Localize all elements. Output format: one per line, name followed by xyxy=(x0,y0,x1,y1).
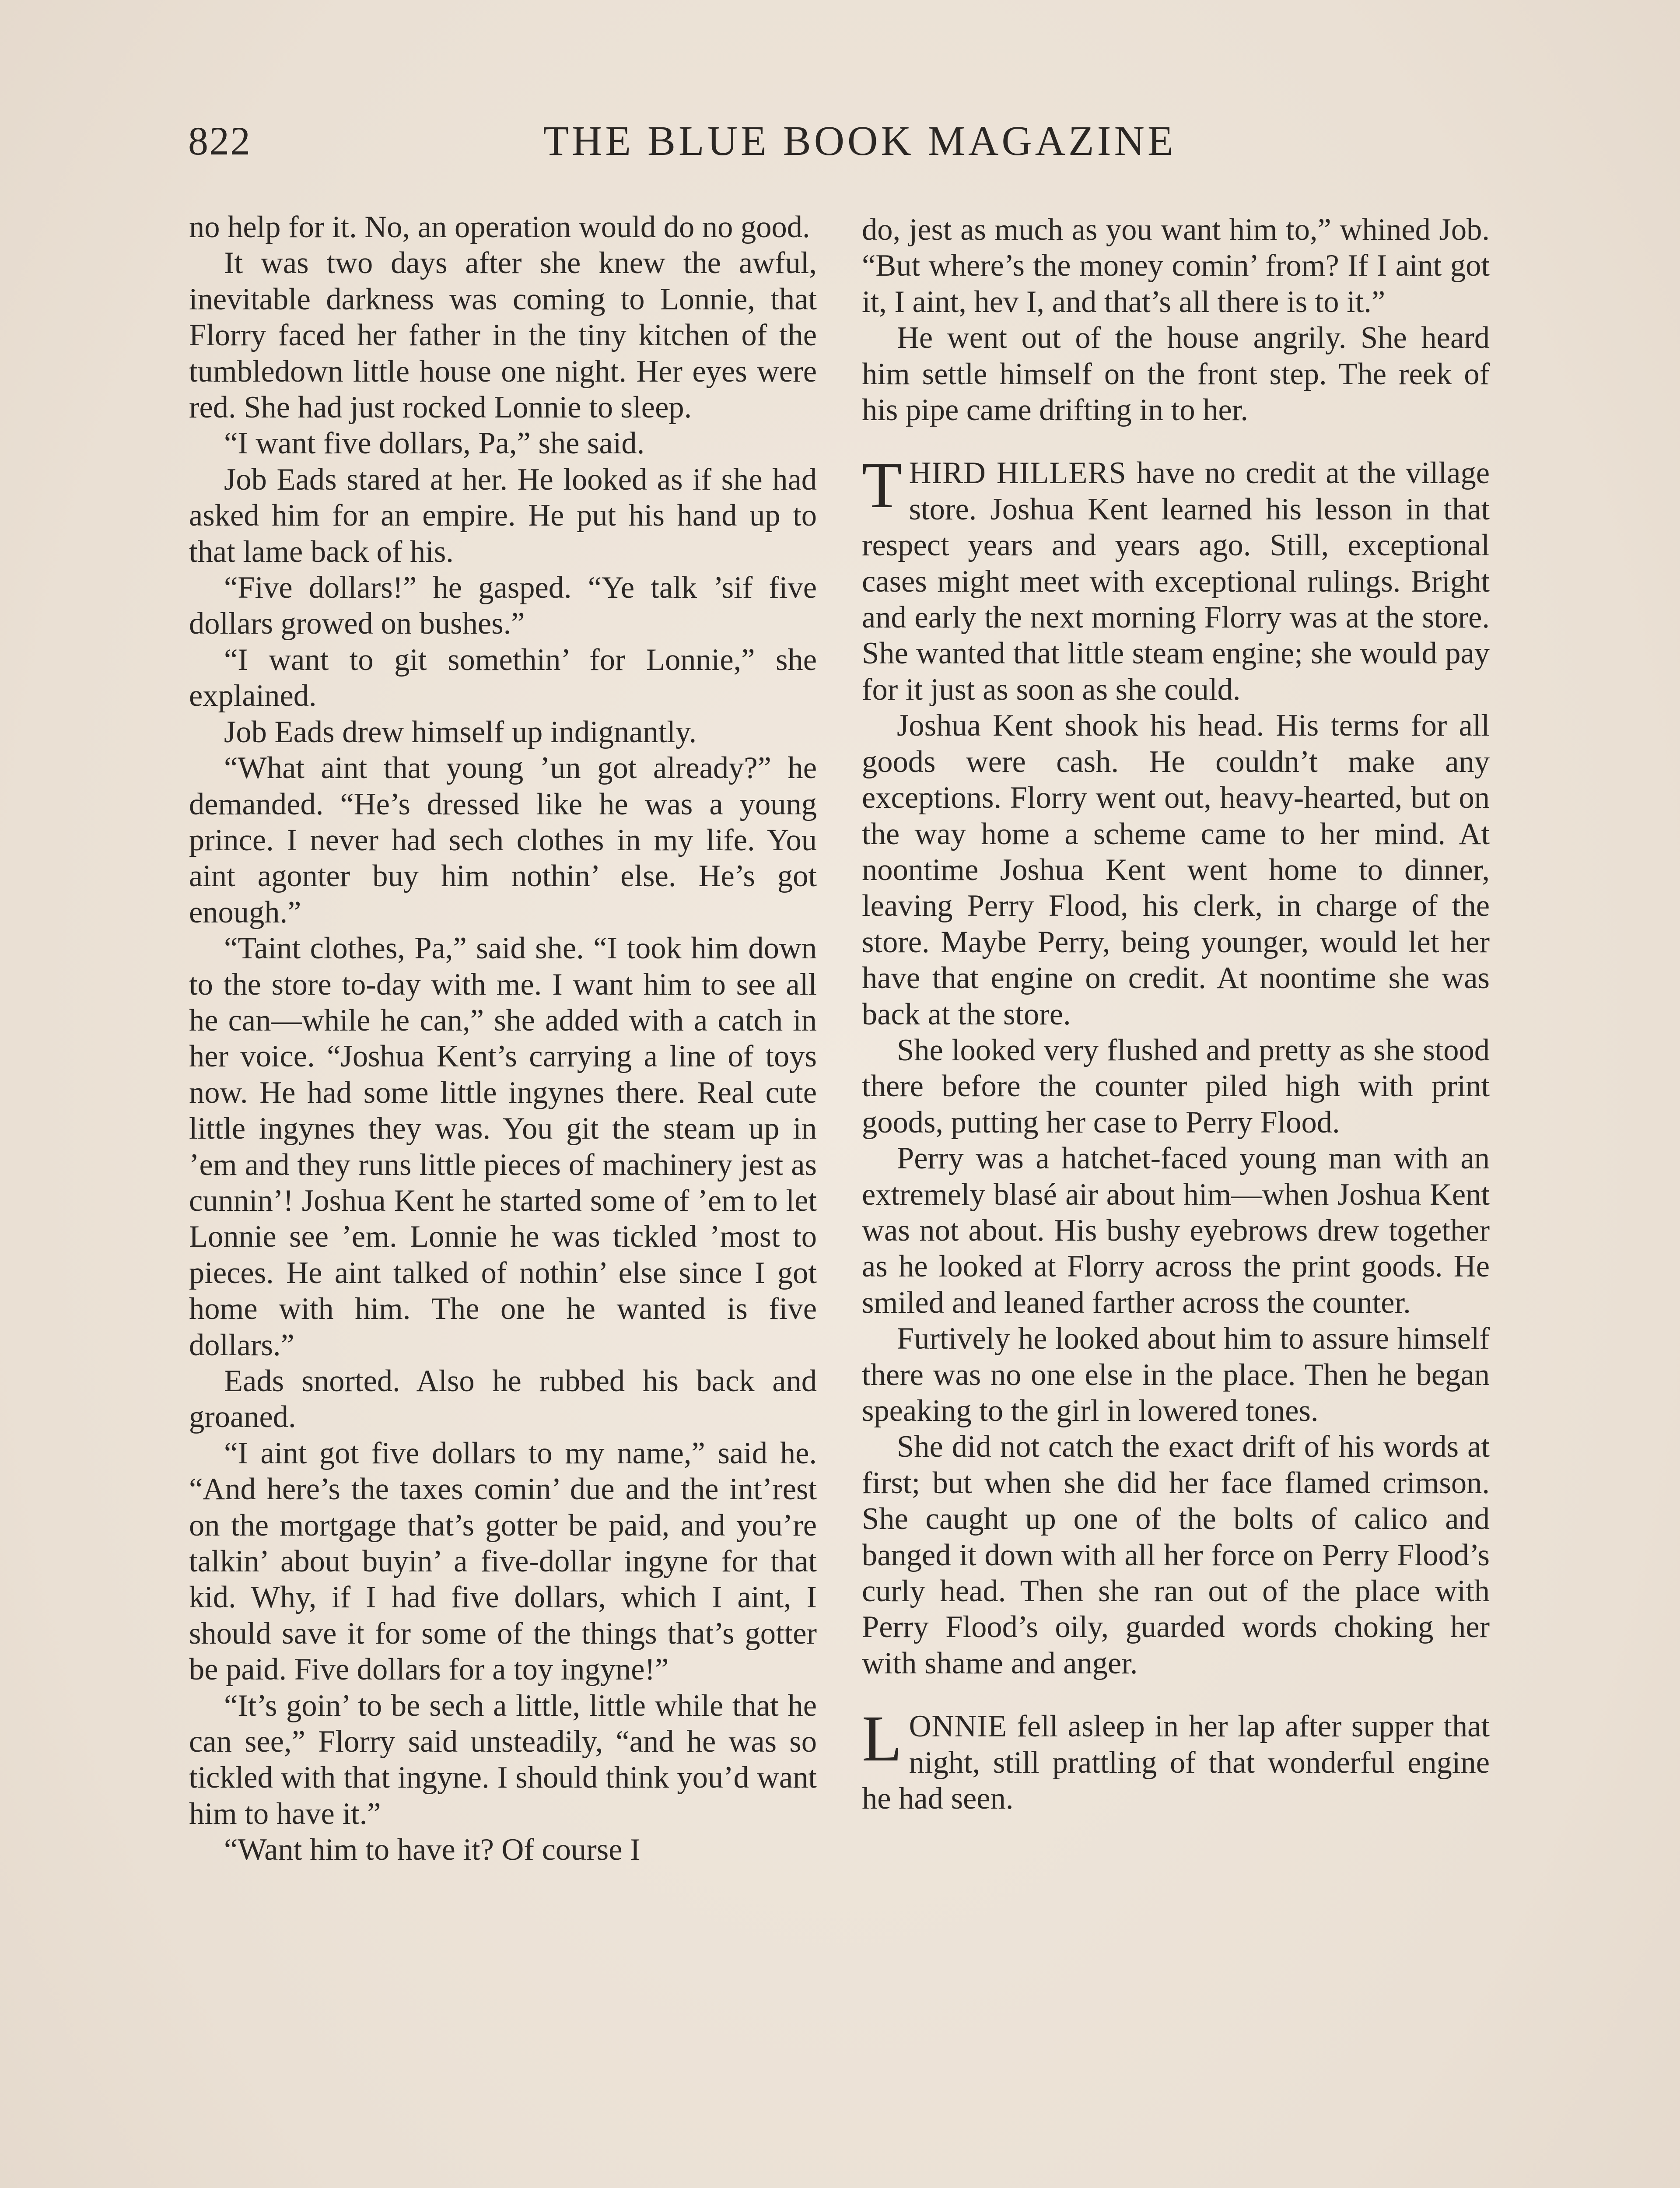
paragraph: Job Eads stared at her. He looked as if she had asked him for an empire. He put his hand up to that lame back of his. xyxy=(189,462,817,569)
paragraph: do, jest as much as you want him to,” whined Job. “But where’s the money comin’ from? If I aint got it, I aint, hev I, and that’s all there is to it.” xyxy=(862,213,1490,319)
paragraph-text: have no credit at the village store. Joshua Kent learned his lesson in that respect years and years ago. Still, exceptional cases might meet with exceptional rulings. Bright and early the next morning Florry was at the store. She wanted that little steam engine; she would pay for it just as soon as she could. xyxy=(862,456,1490,707)
paragraph: “It’s goin’ to be sech a little, little while that he can see,” Florry said unsteadily, “and he was so tickled with that ingyne. I should think you’d want him to have it.” xyxy=(189,1688,817,1831)
small-caps-lead: HIRD HILLERS xyxy=(909,456,1127,491)
drop-cap: T xyxy=(862,449,902,522)
paragraph: Perry was a hatchet-faced young man with an extremely blasé air about him—when Joshua Kent was not about. His bushy eyebrows drew together as he looked at Florry across the print goods. He smiled and leaned farther across the counter. xyxy=(862,1141,1490,1320)
small-caps-lead: ONNIE xyxy=(909,1709,1007,1744)
paragraph-text: fell asleep in her lap after supper that night, still prattling of that wonderful engine he had seen. xyxy=(862,1709,1490,1816)
paragraph: Job Eads drew himself up indignantly. xyxy=(224,715,697,749)
paragraph: “Want him to have it? Of course I xyxy=(224,1833,640,1867)
paragraph: Furtively he looked about him to assure himself there was no one else in the place. Then he began speaking to the girl in lowered tones. xyxy=(862,1322,1490,1428)
running-title: THE BLUE BOOK MAGAZINE xyxy=(543,117,1176,164)
drop-cap: L xyxy=(862,1702,902,1775)
left-text-column xyxy=(189,209,817,2188)
paragraph: “I want five dollars, Pa,” she said. xyxy=(224,426,645,461)
paragraph: Joshua Kent shook his head. His terms for all goods were cash. He couldn’t make any exceptions. Florry went out, heavy-hearted, but on the way home a scheme came to her mind. At noontime Joshua Kent went home to dinner, leaving Perry Flood, his clerk, in charge of the store. Maybe Perry, being younger, would let her have that engine on credit. At noontime she was back at the store. xyxy=(862,708,1490,1031)
right-text-column xyxy=(862,212,1490,2188)
paragraph: “Five dollars!” he gasped. “Ye talk ’sif five dollars growed on bushes.” xyxy=(189,571,817,641)
paragraph: It was two days after she knew the awful, inevitable darkness was coming to Lonnie, that Florry faced her father in the tiny kitchen of the tumbledown little house one night. Her eyes were red. She had just rocked Lonnie to sleep. xyxy=(189,246,817,425)
paragraph: “I aint got five dollars to my name,” said he. “And here’s the taxes comin’ due and the int’rest on the mortgage that’s gotter be paid, and you’re talkin’ about buyin’ a five-dollar ingyne for that kid. Why, if I had five dollars, which I aint, I should save it for some of the things that’s gotter be paid. Five dollars for a toy ingyne!” xyxy=(189,1436,817,1687)
paragraph: no help for it. No, an operation would do no good. xyxy=(189,210,810,244)
paragraph: Eads snorted. Also he rubbed his back and groaned. xyxy=(189,1364,817,1434)
page-header xyxy=(188,115,1505,167)
paragraph: He went out of the house angrily. She heard him settle himself on the front step. The reek of his pipe came drifting in to her. xyxy=(862,321,1490,428)
paragraph: “What aint that young ’un got already?” he demanded. “He’s dressed like he was a young prince. I never had sech clothes in my life. You aint agonter buy him nothin’ else. He’s got enough.” xyxy=(189,751,817,929)
section-paragraph xyxy=(862,1702,1490,1816)
page-number: 822 xyxy=(188,119,251,163)
section-paragraph xyxy=(862,449,1490,708)
paragraph: She did not catch the exact drift of his words at first; but when she did her face flamed crimson. She caught up one of the bolts of calico and banged it down with all her force on Perry Flood’s curly head. Then she ran out of the place with Perry Flood’s oily, guarded words choking her with shame and anger. xyxy=(862,1430,1490,1680)
paragraph: She looked very flushed and pretty as she stood there before the counter piled high with print goods, putting her case to Perry Flood. xyxy=(862,1033,1490,1140)
paragraph: “Taint clothes, Pa,” said she. “I took him down to the store to-day with me. I want him to see all he can—while he can,” she added with a catch in her voice. “Joshua Kent’s carrying a line of toys now. He had some little ingynes there. Real cute little ingynes they was. You git the steam up in ’em and they runs little pieces of machinery jest as cunnin’! Joshua Kent he started some of ’em to let Lonnie see ’em. Lonnie he was tickled ’most to pieces. He aint talked of nothin’ else since I got home with him. The one he wanted is five dollars.” xyxy=(189,931,817,1362)
paragraph: “I want to git somethin’ for Lonnie,” she explained. xyxy=(189,642,817,713)
